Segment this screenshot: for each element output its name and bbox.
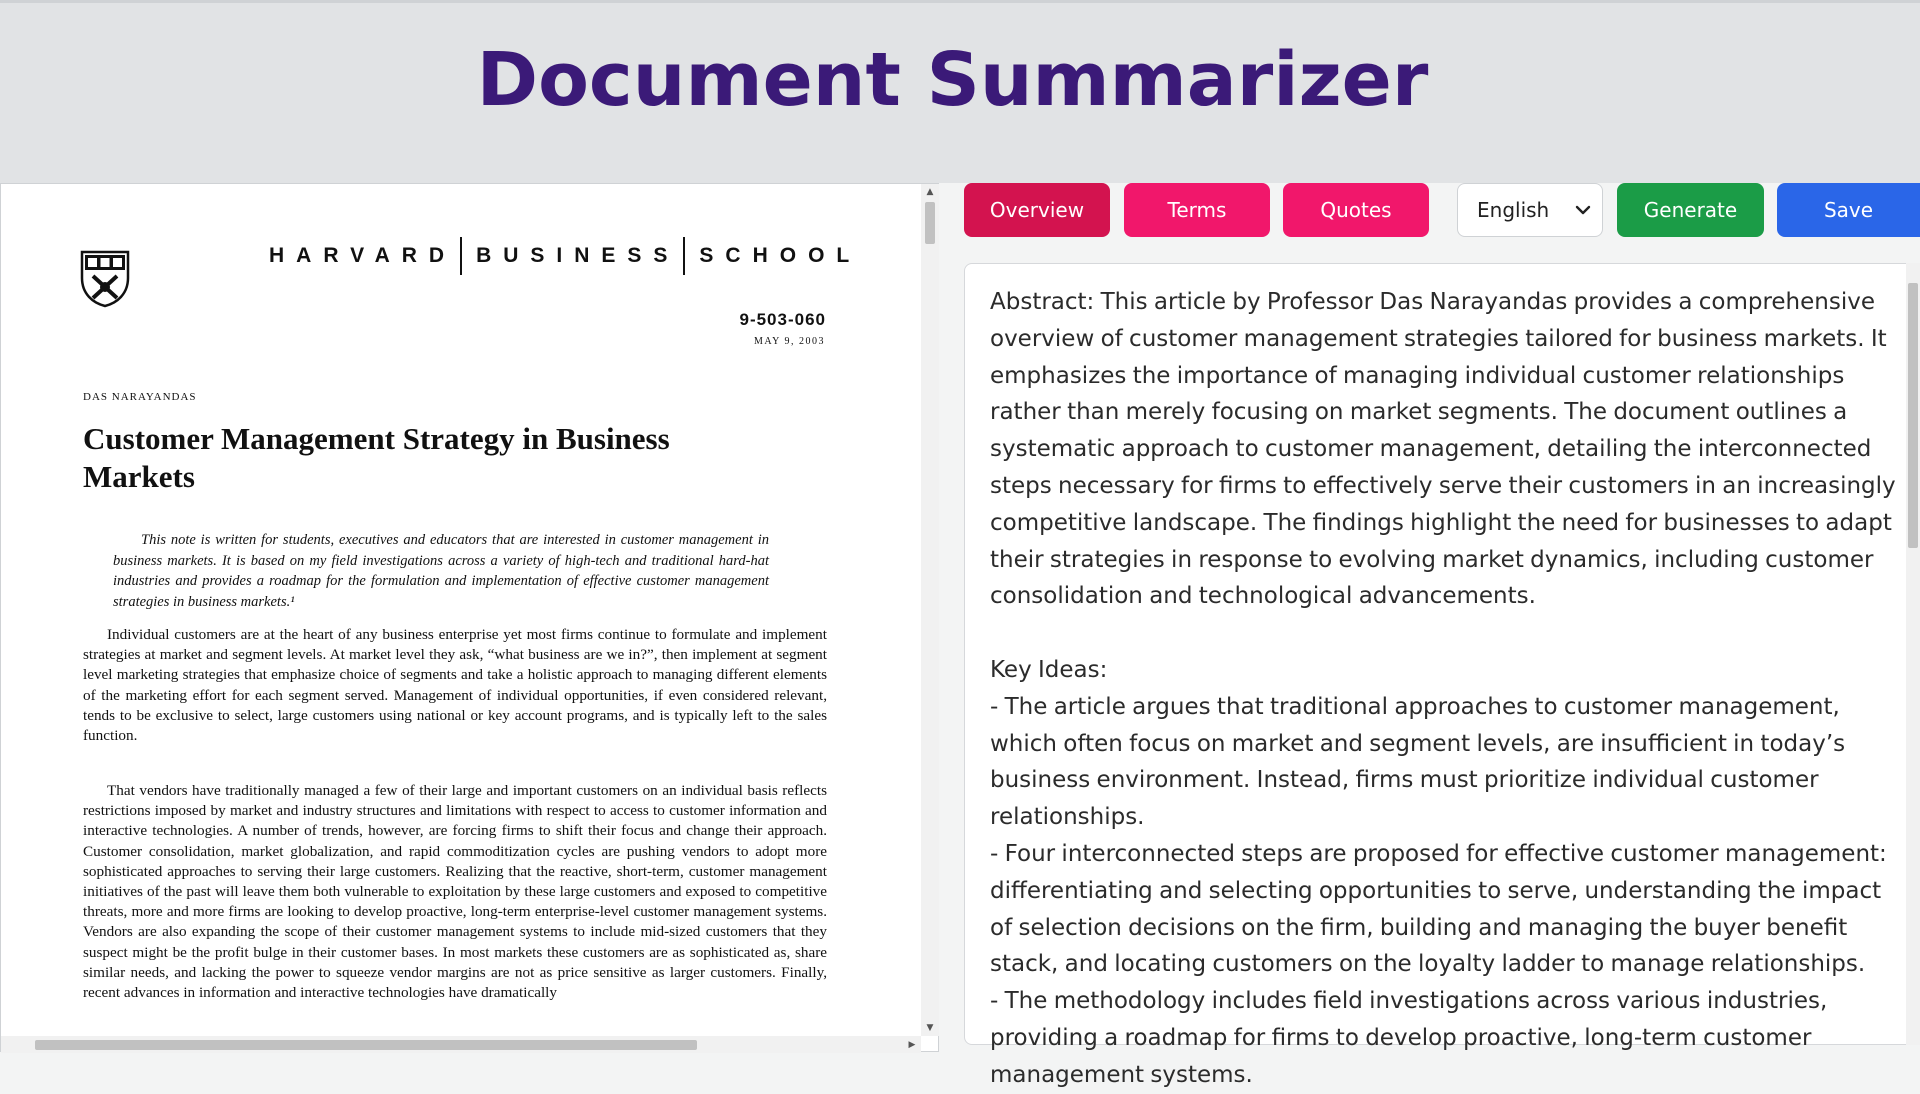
summary-scroll-thumb[interactable] <box>1908 283 1918 548</box>
language-select[interactable] <box>1457 183 1603 237</box>
scroll-right-arrow-icon[interactable]: ▶ <box>908 1040 916 1050</box>
viewer-horizontal-scroll-thumb[interactable] <box>35 1040 697 1050</box>
viewer-vertical-scrollbar[interactable] <box>921 184 939 1036</box>
summary-text: Abstract: This article by Professor Das Narayandas provides a comprehensive overview of customer management strategies tailored for business markets. It emphasizes the importance of managing individual customer relationships rather than merely focusing on market segments. The document outlines a systematic approach to customer management, detailing the interconnected steps necessary for firms to effectively serve their customers in an increasingly competitive landscape. The findings highlight the need for businesses to adapt their strategies in response to evolving market dynamics, including customer consolidation and technological advancements. Key Ideas: - The article argues that traditional approaches to customer management, which often focus on market and segment levels, are insufficient in today’s business environment. Instead, firms must prioritize individual customer relationships. - Four interconnected steps are proposed for effective customer management: differentiating and selecting opportunities to serve, understanding the impact of selection decisions on the firm, building and managing the buyer benefit stack, and locating customers on the loyalty ladder to manage relationships. - The methodology includes field investigations across various industries, providing a roadmap for firms to develop proactive, long-term customer management systems. <box>990 289 1896 1088</box>
summary-panel[interactable] <box>964 263 1920 1088</box>
wordmark-divider <box>460 237 462 275</box>
chevron-down-icon <box>1574 201 1592 219</box>
language-select-value: English <box>1477 198 1550 222</box>
wordmark-school: SCHOOL <box>699 244 862 267</box>
wordmark-business: BUSINESS <box>476 244 680 267</box>
quotes-button[interactable]: Quotes <box>1283 183 1429 237</box>
app-header <box>0 0 1920 183</box>
wordmark-harvard: HARVARD <box>269 244 457 267</box>
terms-button[interactable]: Terms <box>1124 183 1270 237</box>
generate-button[interactable]: Generate <box>1617 183 1764 237</box>
document-title: Customer Management Strategy in Business Markets <box>83 421 670 494</box>
document-note: This note is written for students, executives and educators that are interested in customer management in business markets. It is based on my field investigations across a variety of high-tech and traditional hard-hat industries and provides a roadmap for the formulation and implementation of effective customer management strategies in business markets.¹ <box>113 532 769 610</box>
document-author: DAS NARAYANDAS <box>83 391 197 403</box>
save-button[interactable]: Save <box>1777 183 1920 237</box>
wordmark-divider <box>683 237 685 275</box>
document-number: 9-503-060 <box>739 310 826 329</box>
scroll-down-arrow-icon[interactable]: ▼ <box>926 1023 934 1033</box>
school-wordmark <box>269 236 861 276</box>
app-title: Document Summarizer <box>476 37 1429 123</box>
document-date: MAY 9, 2003 <box>753 336 825 347</box>
document-paragraph: Individual customers are at the heart of any business enterprise yet most firms continue to formulate and implement strategies at market and segment levels. At market level they ask, “what business are we in?”, then implement at segment level marketing strategies that emphasize choice of segments and take a holistic approach to managing different elements of the marketing effort for each segment served. Management of individual opportunities, if even considered relevant, tends to be exclusive to select, large customers using national or key account programs, and is typically left to the sales function. <box>83 626 827 745</box>
viewer-vertical-scroll-thumb[interactable] <box>925 202 935 244</box>
document-viewer[interactable] <box>0 183 939 1052</box>
document-page <box>1 184 921 1036</box>
overview-button[interactable]: Overview <box>964 183 1110 237</box>
hbs-crest-icon <box>79 248 131 308</box>
document-paragraph: That vendors have traditionally managed a few of their large and important customers on an individual basis reflects restrictions imposed by market and industry structures and limitations with respect to access to customer information and interactive technologies. A number of trends, however, are forcing firms to shift their focus and change their approach. Customer consolidation, market globalization, and rapid commoditization cycles are pushing vendors to adopt more sophisticated approaches to serving their large customers. Realizing that the reactive, short-term, customer management initiatives of the past will leave them both vulnerable to exploitation by these large customers and exposed to competitive threats, more and more firms are looking to develop proactive, long-term enterprise-level customer management systems. Vendors are also expanding the scope of their customer management systems to include mid-sized customers that they suspect might be the profit bulge in their customer bases. In most markets these customers are as sophisticated as, share similar needs, and lacking the power to squeeze vendor margins are not as price sensitive as larger customers. Finally, recent advances in information and interactive technologies have dramatically <box>83 782 827 1002</box>
summary-scrollbar[interactable] <box>1906 263 1920 1045</box>
scroll-up-arrow-icon[interactable]: ▲ <box>926 187 934 197</box>
viewer-horizontal-scrollbar[interactable] <box>1 1036 921 1053</box>
